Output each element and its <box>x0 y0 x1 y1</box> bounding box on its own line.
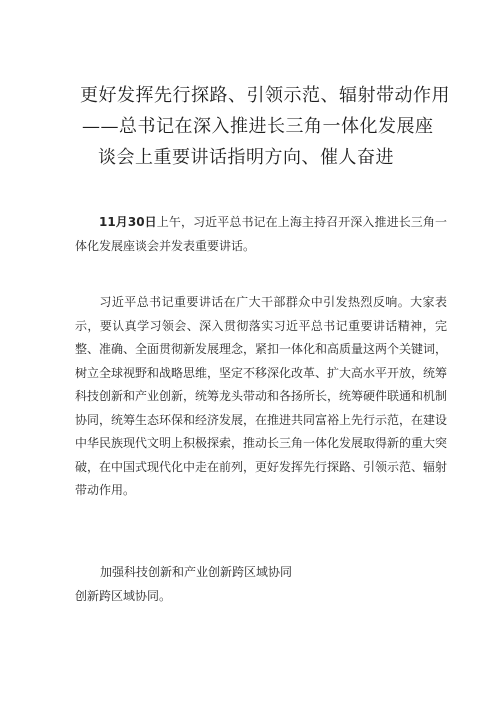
section-subheading: 加强科技创新和产业创新跨区域协同 <box>100 565 293 579</box>
paragraph-intro-text: 上午，习近平总书记在上海主持召开深入推进长三角一体化发展座谈会并发表重要讲话。 <box>75 215 447 253</box>
paragraph-reaction <box>75 291 447 503</box>
title-line-1: 更好发挥先行探路、引领示范、辐射带动作用 <box>80 85 450 106</box>
title-line-2: ——总书记在深入推进长三角一体化发展座 <box>82 116 434 137</box>
meeting-date: 11月30日 <box>99 215 157 229</box>
paragraph-reaction-text: 习近平总书记重要讲话在广大干部群众中引发热烈反响。大家表示，要认真学习领会、深入贯彻落实习近平总书记重要讲话精神，完整、准确、全面贯彻新发展理念，紧扣一体化和高质量这两个关键词，树立全球视野和战略思维，坚定不移深化改革、扩大高水平开放，统筹科技创新和产业创新，统筹龙头带动和各扬所长，统筹硬件联通和机制协同，统筹生态环保和经济发展，在推进共同富裕上先行示范，在建设中华民族现代文明上积极探索，推动长三角一体化发展取得新的重大突破，在中国式现代化中走在前列，更好发挥先行探路、引领示范、辐射带动作用。 <box>75 295 448 497</box>
paragraph-intro <box>75 211 447 258</box>
title-line-3: 谈会上重要讲话指明方向、催人奋进 <box>98 147 394 168</box>
section-text-fragment: 创新跨区域协同。 <box>75 589 172 603</box>
article-title <box>0 80 500 173</box>
